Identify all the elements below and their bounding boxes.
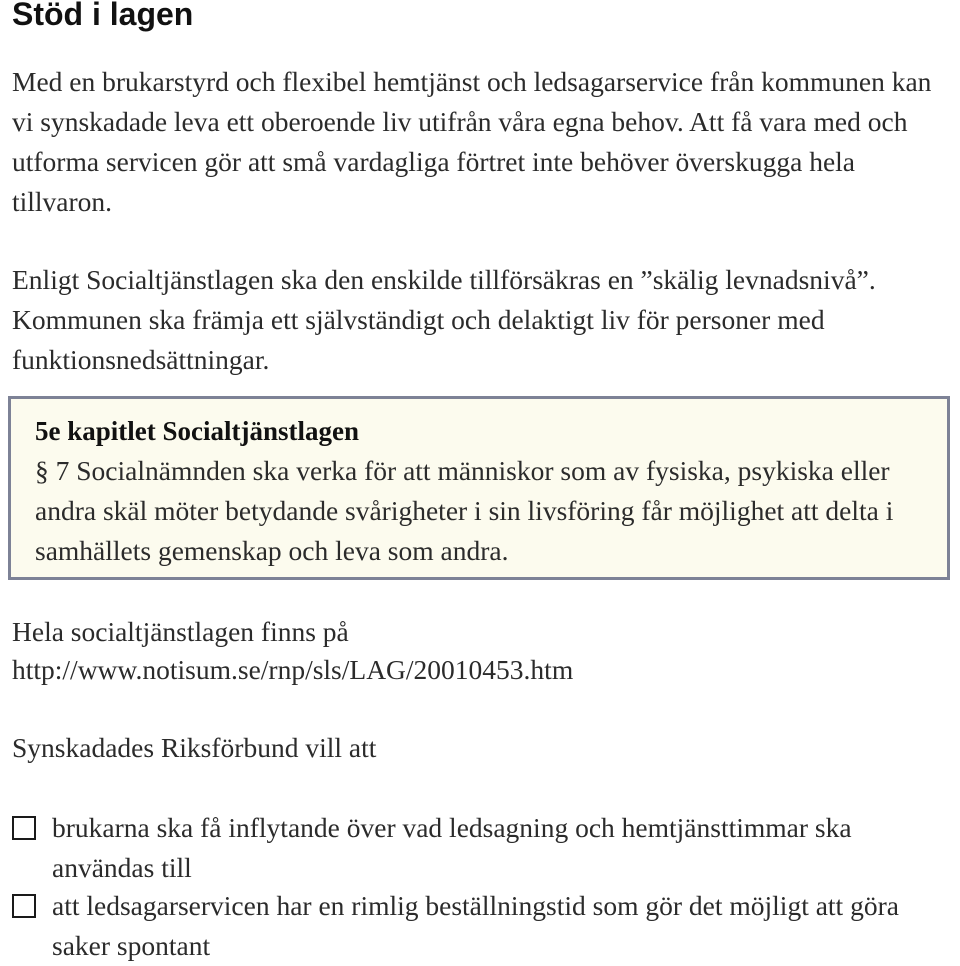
checklist-item-text: brukarna ska få inflytande över vad ledsagning och hemtjänsttimmar ska användas till: [52, 812, 852, 883]
law-quote-heading: 5e kapitlet Socialtjänstlagen: [35, 416, 359, 446]
law-paragraph: Enligt Socialtjänstlagen ska den enskilde tillförsäkras en ”skälig levnadsnivå”. Kommunen ska främja ett självständigt och delaktigt liv för personer med funktionsnedsättningar.: [12, 264, 876, 375]
list-lead-text: Synskadades Riksförbund vill att: [12, 732, 377, 763]
intro-paragraph: Med en brukarstyrd och flexibel hemtjänst och ledsagarservice från kommunen kan vi synskadade leva ett oberoende liv utifrån våra egna behov. Att få vara med och utforma servicen gör att små vardagliga förtret inte behöver överskugga hela tillvaron.: [12, 66, 932, 217]
law-quote-box: [8, 396, 950, 580]
page-title: Stöd i lagen: [12, 0, 194, 32]
law-quote-text: § 7 Socialnämnden ska verka för att människor som av fysiska, psykiska eller andra skäl möter betydande svårigheter i sin livsföring får möjlighet att delta i samhällets gemenskap och leva som andra.: [35, 455, 894, 566]
checklist-item: [12, 808, 952, 888]
link-intro-text: Hela socialtjänstlagen finns på: [12, 616, 349, 647]
checklist-item-text: att ledsagarservicen har en rimlig beställningstid som gör det möjligt att göra saker spontant: [52, 890, 899, 961]
checkbox-icon: [12, 894, 36, 918]
checkbox-icon: [12, 816, 36, 840]
law-url-link[interactable]: http://www.notisum.se/rnp/sls/LAG/20010453.htm: [12, 654, 574, 685]
checklist-item: [12, 886, 952, 966]
demands-checklist: [12, 808, 952, 964]
